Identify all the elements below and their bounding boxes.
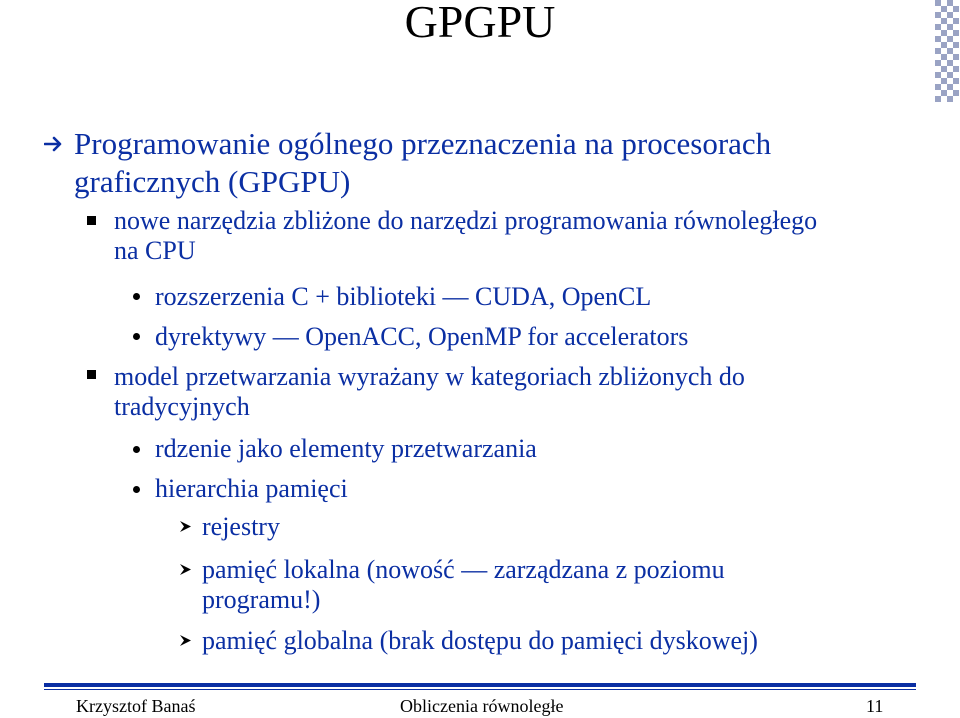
list-item <box>114 362 884 422</box>
dot-bullet-icon <box>133 446 140 453</box>
bullet-text: hierarchia pamięci <box>155 474 348 503</box>
list-item <box>202 555 832 615</box>
square-bullet-icon <box>87 216 96 225</box>
footer-author: Krzysztof Banaś <box>76 696 196 716</box>
dot-bullet-icon <box>133 486 140 493</box>
list-item <box>202 512 902 542</box>
dot-bullet-icon <box>133 293 140 300</box>
footer-course: Obliczenia równoległe <box>400 696 564 716</box>
footer-page-number: 11 <box>866 696 884 716</box>
arrow-bullet-icon <box>44 135 64 153</box>
slide-title: GPGPU <box>404 0 556 47</box>
bullet-text: nowe narzędzia zbliżone do narzędzi programowania równoległego na CPU <box>114 206 818 265</box>
footer-divider-thin <box>44 689 916 690</box>
bullet-text: model przetwarzania wyrażany w kategoriach zbliżonych do tradycyjnych <box>114 362 745 421</box>
bullet-text: rejestry <box>202 512 280 541</box>
bullet-text: rozszerzenia C + biblioteki — CUDA, OpenCL <box>155 282 652 311</box>
list-item <box>155 322 915 352</box>
list-item <box>155 434 915 464</box>
dot-bullet-icon <box>133 333 140 340</box>
list-item <box>155 282 915 312</box>
list-item <box>74 125 914 201</box>
bullet-text: rdzenie jako elementy przetwarzania <box>155 434 537 463</box>
bullet-text: dyrektywy — OpenACC, OpenMP for accelerators <box>155 322 689 351</box>
bullet-text: pamięć lokalna (nowość — zarządzana z poziomu programu!) <box>202 555 725 614</box>
square-bullet-icon <box>87 370 96 379</box>
footer-divider <box>44 683 916 687</box>
arrowhead-bullet-icon <box>179 520 192 533</box>
arrowhead-bullet-icon <box>179 563 192 576</box>
list-item <box>114 206 834 266</box>
list-item <box>202 626 942 656</box>
bullet-text: Programowanie ogólnego przeznaczenia na procesorach graficznych (GPGPU) <box>74 126 772 199</box>
arrowhead-bullet-icon <box>179 634 192 647</box>
list-item <box>155 474 915 504</box>
bullet-text: pamięć globalna (brak dostępu do pamięci dyskowej) <box>202 626 758 655</box>
decorative-checker-strip <box>935 0 960 110</box>
